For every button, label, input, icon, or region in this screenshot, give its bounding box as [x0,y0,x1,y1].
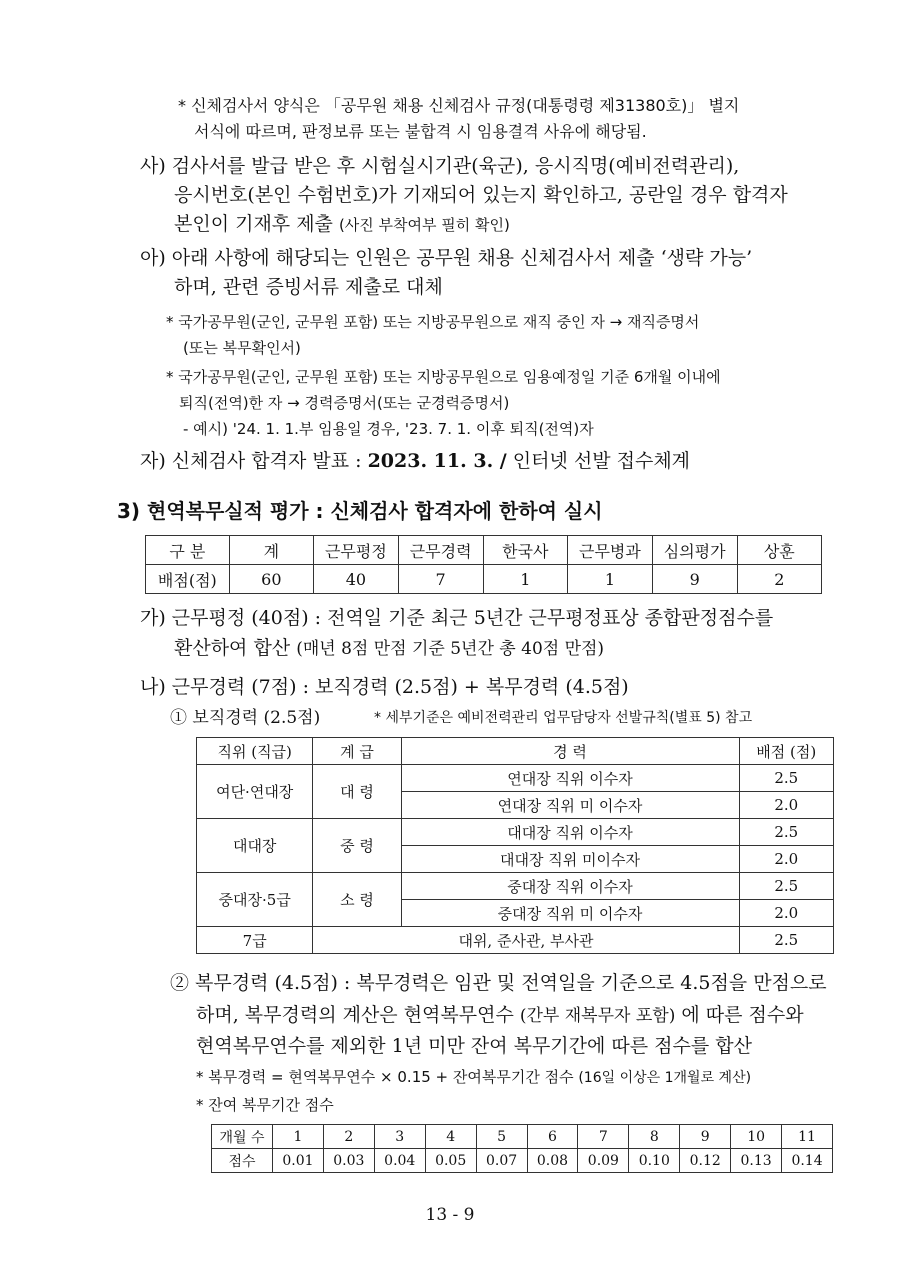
score-header-cell: 한국사 [483,536,568,565]
months-cell: 7 [578,1125,629,1149]
months-cell: 3 [374,1125,425,1149]
score-cell: 0.12 [680,1149,731,1173]
score-header-cell: 심의평가 [652,536,737,565]
item-c2-line-2 [196,1004,804,1027]
career-header-cell: 경 력 [401,738,739,765]
scores-row [212,1149,833,1173]
career-table-row [197,927,834,954]
note-form-line-2: 서식에 따르며, 판정보류 또는 불합격 시 임용결격 사유에 해당됨. [194,122,647,141]
item-c2-formula-note: (16일 이상은 1개월로 계산) [578,1070,752,1086]
score-header-cell: 근무경력 [398,536,483,565]
career-score-cell: 2.5 [739,873,833,900]
item-c2-formula-text: * 복무경력 = 현역복무연수 × 0.15 + 잔여복무기간 점수 [196,1068,579,1086]
career-table-header-row [197,738,834,765]
career-career-cell: 중대장 직위 미 이수자 [401,900,739,927]
score-header-cell: 근무병과 [568,536,653,565]
score-cell: 0.09 [578,1149,629,1173]
item-ga-text: 환산하여 합산 [174,637,297,659]
months-label-cell: 개월 수 [212,1125,273,1149]
item-sa-text: 본인이 기재후 제출 [174,213,339,235]
career-score-cell: 2.0 [739,900,833,927]
score-table [145,535,822,594]
item-c2-formula [196,1068,751,1087]
item-ja-date: 2023. 11. 3. / [367,450,507,472]
career-career-cell: 연대장 직위 이수자 [401,765,739,792]
item-ja [140,450,690,473]
score-cell: 0.07 [476,1149,527,1173]
score-header-cell: 구 분 [146,536,230,565]
score-table-value-row [146,565,822,594]
months-row [212,1125,833,1149]
career-score-cell: 2.5 [739,819,833,846]
item-ga-note: (매년 8점 만점 기준 5년간 총 40점 만점) [296,639,605,659]
months-cell: 6 [527,1125,578,1149]
score-value-cell: 40 [314,565,399,594]
item-a-bullet-2-line-2: 퇴직(전역)한 자 → 경력증명서(또는 군경력증명서) [179,394,510,412]
career-career-cell: 대대장 직위 이수자 [401,819,739,846]
months-cell: 1 [273,1125,324,1149]
career-career-cell: 연대장 직위 미 이수자 [401,792,739,819]
score-value-cell: 9 [652,565,737,594]
months-cell: 4 [425,1125,476,1149]
career-header-cell: 직위 (직급) [197,738,313,765]
score-cell: 0.05 [425,1149,476,1173]
months-cell: 2 [323,1125,374,1149]
score-header-cell: 계 [229,536,313,565]
score-value-cell: 7 [398,565,483,594]
item-c1-title: ① 보직경력 (2.5점) [170,708,321,728]
score-value-cell: 1 [568,565,653,594]
item-c2-line-1: ② 복무경력 (4.5점) : 복무경력은 임관 및 전역일을 기준으로 4.5점을 만점으로 [170,972,827,994]
item-a-bullet-1-line-2: (또는 복무확인서) [183,339,301,357]
months-cell: 9 [680,1125,731,1149]
career-career-cell: 대위, 준사관, 부사관 [313,927,739,954]
item-c2-note: (간부 재복무자 포함) [519,1006,676,1026]
item-a-example: - 예시) '24. 1. 1.부 임용일 경우, '23. 7. 1. 이후 퇴직(전역)자 [183,420,594,438]
career-position-cell: 7급 [197,927,313,954]
score-row-label: 배점(점) [146,565,230,594]
score-header-cell: 근무평정 [314,536,399,565]
score-table-header-row [146,536,822,565]
item-c2-remaining-label: * 잔여 복무기간 점수 [196,1096,334,1114]
career-score-cell: 2.5 [739,927,833,954]
page-number: 13 - 9 [425,1205,475,1225]
note-form-line-1: * 신체검사서 양식은 「공무원 채용 신체검사 규정(대통령령 제31380호)」 별지 [178,96,740,115]
item-c1-note: * 세부기준은 예비전력관리 업무담당자 선발규칙(별표 5) 참고 [374,710,753,726]
item-c2-line-3: 현역복무연수를 제외한 1년 미만 잔여 복무기간에 따른 점수를 합산 [196,1035,752,1057]
item-ja-method: 인터넷 선발 접수체계 [506,450,691,472]
score-cell: 0.08 [527,1149,578,1173]
item-ga-line-1: 가) 근무평정 (40점) : 전역일 기준 최근 5년간 근무평정표상 종합판정점수를 [140,607,774,629]
item-c2-text-b: 에 따른 점수와 [675,1004,804,1026]
scores-label-cell: 점수 [212,1149,273,1173]
career-position-cell: 중대장·5급 [197,873,313,927]
months-cell: 11 [782,1125,833,1149]
score-header-cell: 상훈 [737,536,821,565]
career-rank-cell: 대 령 [313,765,401,819]
career-position-cell: 여단·연대장 [197,765,313,819]
career-rank-cell: 소 령 [313,873,401,927]
score-cell: 0.10 [629,1149,680,1173]
career-position-cell: 대대장 [197,819,313,873]
item-a-bullet-1-line-1: * 국가공무원(군인, 군무원 포함) 또는 지방공무원으로 재직 중인 자 → 재직증명서 [166,313,700,331]
career-score-cell: 2.0 [739,846,833,873]
career-table-row [197,819,834,846]
career-career-cell: 대대장 직위 미이수자 [401,846,739,873]
months-cell: 5 [476,1125,527,1149]
months-cell: 10 [731,1125,782,1149]
item-a-bullet-2-line-1: * 국가공무원(군인, 군무원 포함) 또는 지방공무원으로 임용예정일 기준 6개월 이내에 [166,368,721,386]
item-sa-line-3 [174,213,510,236]
item-na: 나) 근무경력 (7점) : 보직경력 (2.5점) + 복무경력 (4.5점) [140,676,629,698]
section-3-heading: 3) 현역복무실적 평가 : 신체검사 합격자에 한하여 실시 [117,499,603,523]
score-value-cell: 1 [483,565,568,594]
career-score-cell: 2.5 [739,765,833,792]
item-a-line-2: 하며, 관련 증빙서류 제출로 대체 [174,276,443,298]
career-score-cell: 2.0 [739,792,833,819]
score-value-cell: 2 [737,565,821,594]
item-sa-line-1: 사) 검사서를 발급 받은 후 시험실시기관(육군), 응시직명(예비전력관리), [140,155,740,177]
score-cell: 0.03 [323,1149,374,1173]
item-sa-line-2: 응시번호(본인 수험번호)가 기재되어 있는지 확인하고, 공란일 경우 합격자 [174,184,788,206]
career-header-cell: 계 급 [313,738,401,765]
career-table [196,737,834,954]
item-a-line-1: 아) 아래 사항에 해당되는 인원은 공무원 채용 신체검사서 제출 ‘생략 가능’ [140,247,753,269]
career-table-row [197,765,834,792]
career-career-cell: 중대장 직위 이수자 [401,873,739,900]
item-c2-text-a: 하며, 복무경력의 계산은 현역복무연수 [196,1004,520,1026]
score-cell: 0.14 [782,1149,833,1173]
score-cell: 0.13 [731,1149,782,1173]
score-cell: 0.04 [374,1149,425,1173]
score-value-cell: 60 [229,565,313,594]
career-table-row [197,873,834,900]
item-ga-line-2 [174,637,604,660]
career-header-cell: 배점 (점) [739,738,833,765]
remaining-months-table [211,1124,833,1173]
score-cell: 0.01 [273,1149,324,1173]
months-cell: 8 [629,1125,680,1149]
item-sa-note: (사진 부착여부 필히 확인) [338,216,510,234]
item-ja-label: 자) 신체검사 합격자 발표 : [140,450,368,472]
career-rank-cell: 중 령 [313,819,401,873]
